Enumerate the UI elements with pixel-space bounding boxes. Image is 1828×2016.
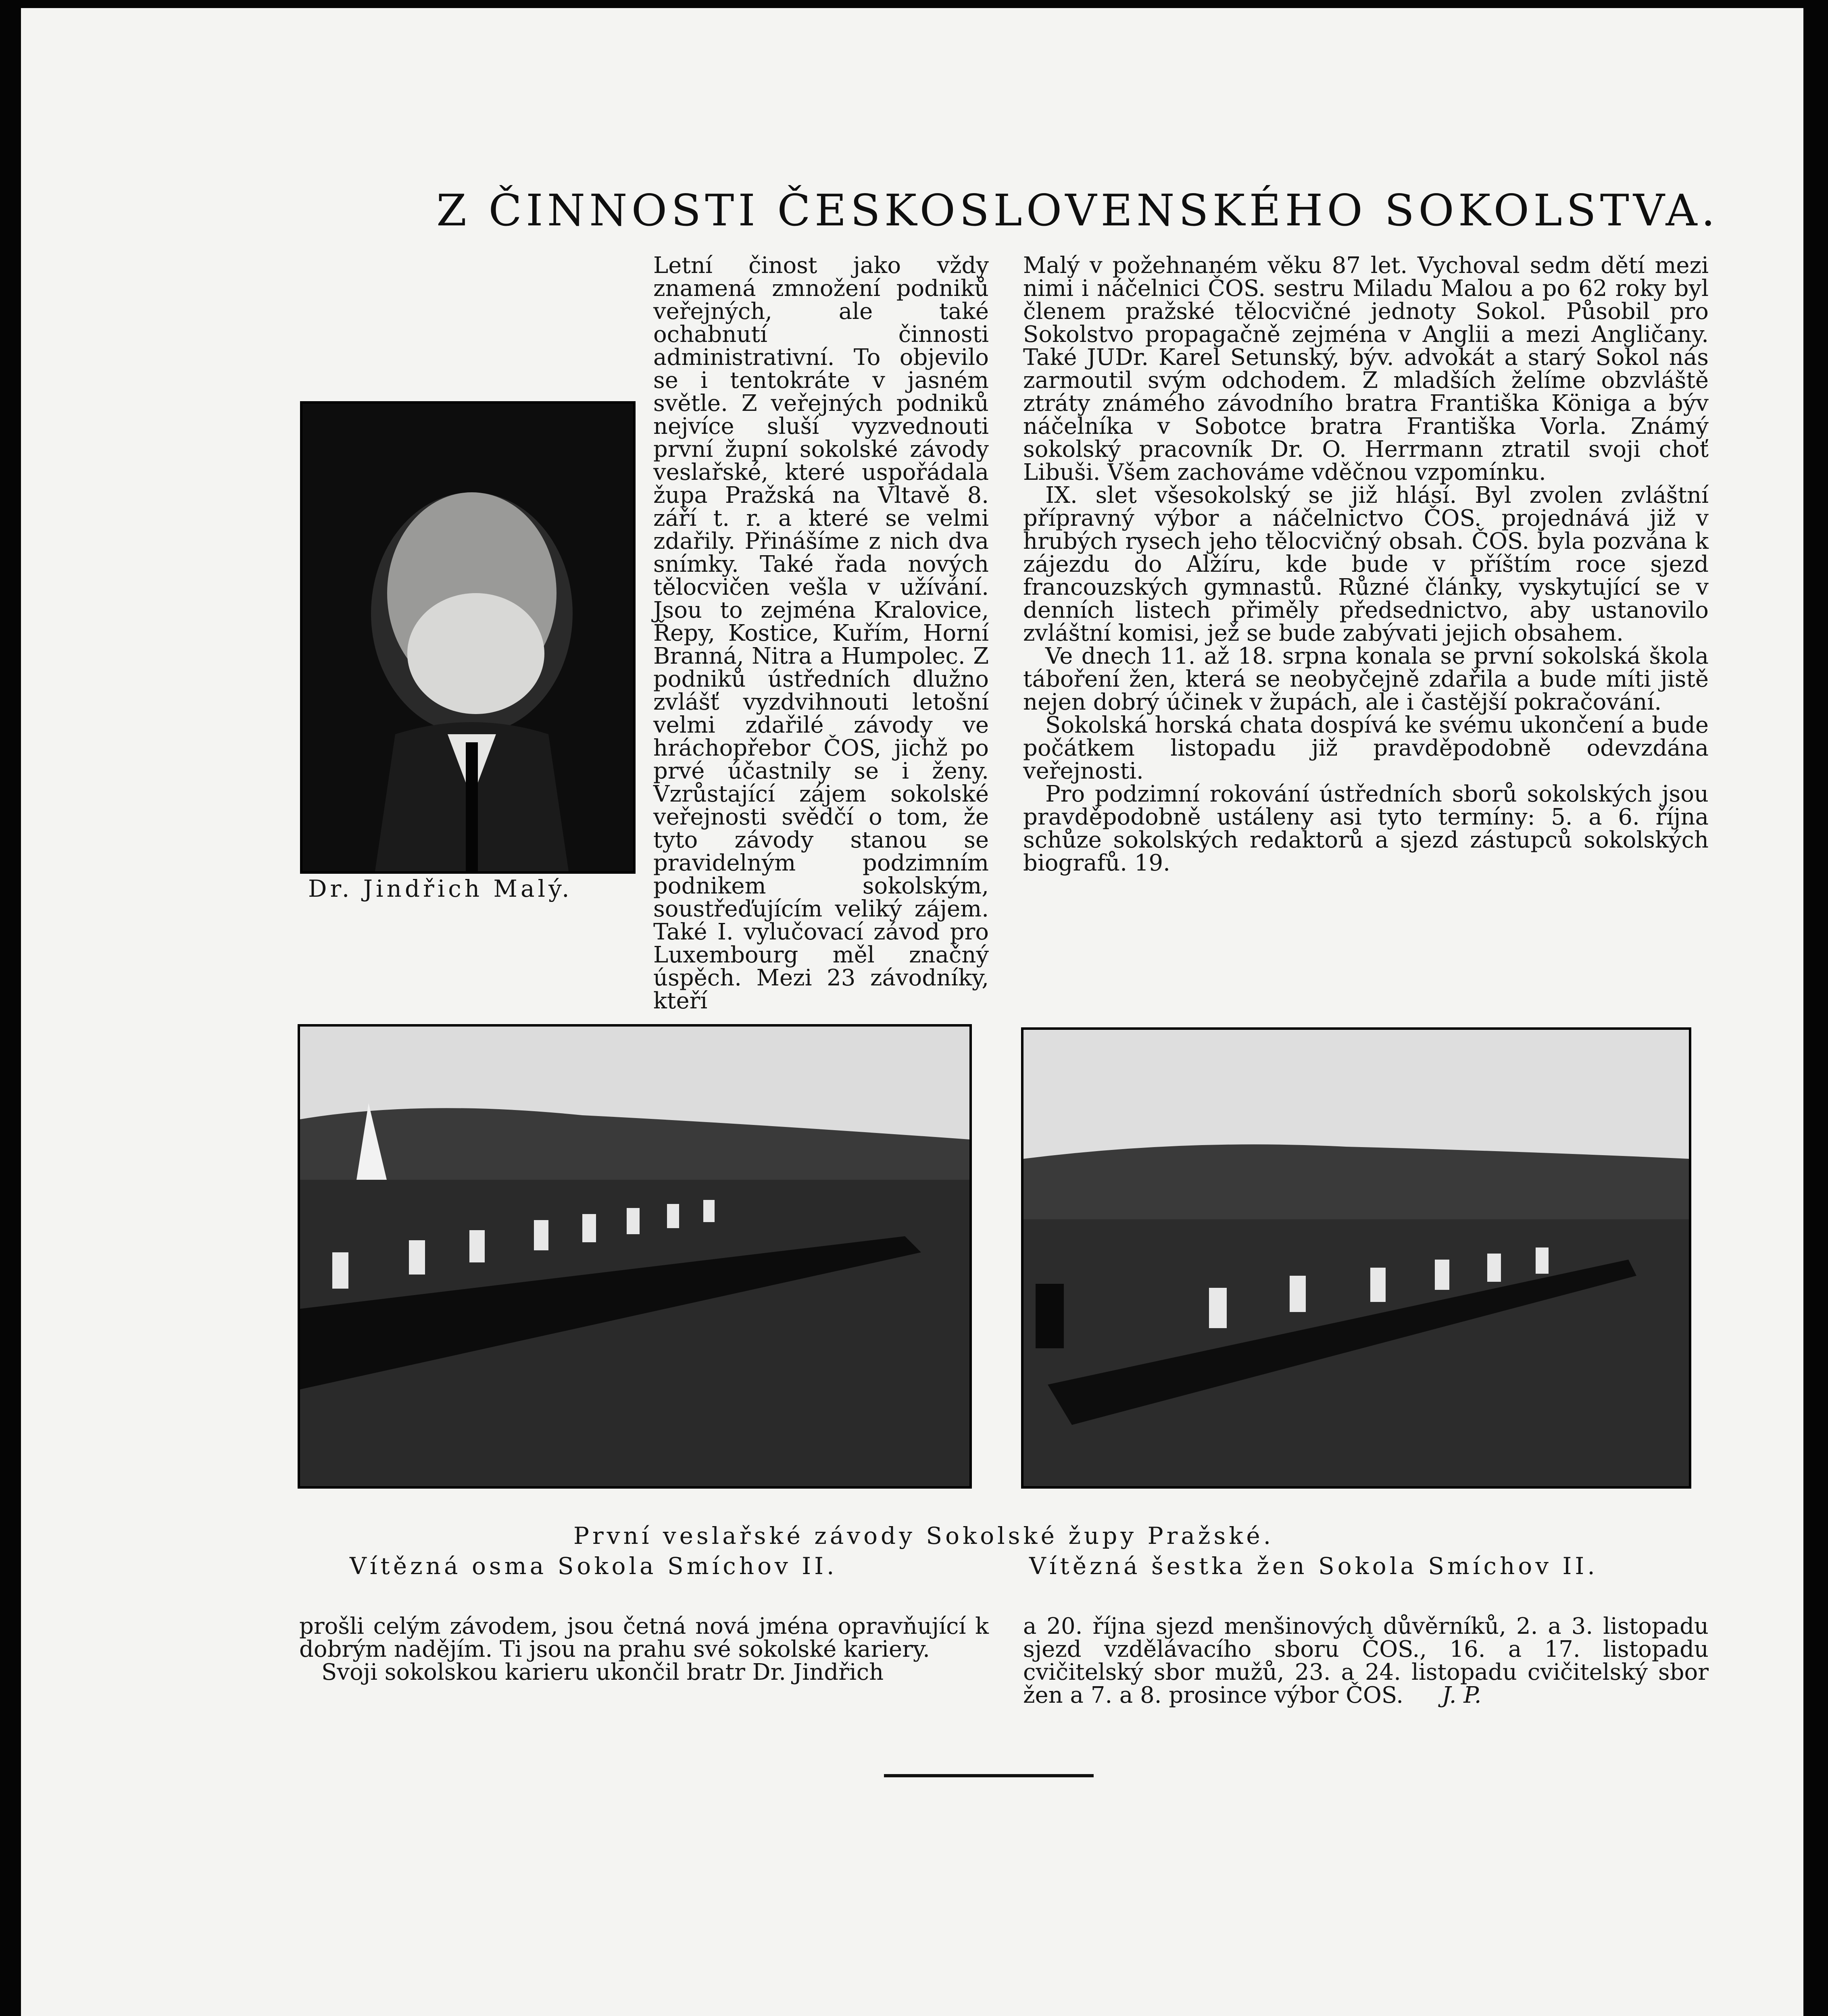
portrait-photo (300, 401, 636, 874)
right-column-bottom (1023, 1615, 1709, 1707)
right-column-top (1023, 254, 1709, 875)
paragraph: Svoji sokolskou karieru ukončil bratr Dr. Jindřich (321, 1659, 884, 1685)
photo-left-caption: Vítězná osma Sokola Smíchov II. (350, 1552, 838, 1580)
rowing-photo-men (298, 1024, 972, 1489)
portrait-caption: Dr. Jindřich Malý. (308, 875, 573, 902)
paragraph: prošli celým závodem, jsou četná nová jména opravňující k dobrým nadějím. Ti jsou na prahu své sokolské kariery. (299, 1613, 989, 1662)
rowing-photo-women (1021, 1027, 1691, 1489)
paragraph: IX. slet všesokolský se již hlásí. Byl zvolen zvláštní přípravný výbor a náčelnictvo ČOS. projednává již v hrubých rysech jeho tělocvičný obsah. ČOS. byla pozvána k zájezdu do Alžíru, kde bude v příštím roce sjezd francouzských gymnastů. Různé články, vyskytující se v denních listech přiměly předsednictvo, aby ustanovilo zvláštní komisi, jež se bude zabývati jejich obsahem. (1023, 482, 1709, 646)
paragraph: Sokolská horská chata dospívá ke svému ukončení a bude počátkem listopadu již pravděpodobně odevzdána veřejnosti. (1023, 712, 1709, 784)
page-title: Z ČINNOSTI ČESKOSLOVENSKÉHO SOKOLSTVA. (436, 185, 1719, 236)
paragraph: Malý v požehnaném věku 87 let. Vychoval sedm dětí mezi nimi i náčelnici ČOS. sestru Miladu Malou a po 62 roky byl členem pražské tělocvičné jednoty Sokol. Působil pro Sokolstvo propagačně zejména v Anglii a mezi Angličany. Také JUDr. Karel Setunský, býv. advokát a starý Sokol nás zarmoutil svým odchodem. Z mladších želíme obzvláště ztráty známého závodního bratra Františka Königa a býv náčelníka v Sobotce bratra Františka Vorla. Známý sokolský pracovník Dr. O. Herrmann ztratil svoji choť Libuši. Všem zachováme vděčnou vzpomínku. (1023, 252, 1709, 485)
paragraph: Ve dnech 11. až 18. srpna konala se první sokolská škola táboření žen, která se neobyčejně zdařila a bude míti jistě nejen dobrý účinek v župách, ale i častější pokračování. (1023, 643, 1709, 715)
photo-right-caption: Vítězná šestka žen Sokola Smíchov II. (1029, 1552, 1598, 1580)
paragraph (1023, 1615, 1709, 1707)
page (21, 8, 1803, 2016)
paragraph: Pro podzimní rokování ústředních sborů sokolských jsou pravděpodobně ustáleny asi tyto termíny: 5. a 6. října schůze sokolských redaktorů a sjezd zástupců sokolských biografů. 19. (1023, 781, 1709, 876)
left-column-bottom (299, 1615, 989, 1684)
photos-caption: První veslařské závody Sokolské župy Pražské. (573, 1522, 1274, 1549)
intro-paragraph: Letní činost jako vždy znamená zmnožení podniků veřejných, ale také ochabnutí činnosti administrativní. To objevilo se i tentokráte v jasném světle. Z veřejných podniků nejvíce sluší vyzvednouti první župní sokolské závody veslařské, které uspořádala župa Pražská na Vltavě 8. září t. r. a které se velmi zdařily. Přinášíme z nich dva snímky. Také řada nových tělocvičen vešla v užívání. Jsou to zejména Kralovice, Řepy, Kostice, Kuřím, Horní Branná, Nitra a Humpolec. Z podniků ústředních dlužno zvlášť vyzdvihnouti letošní velmi zdařilé závody ve hráchopřebor ČOS, jichž po prvé účastnily se i ženy. Vzrůstající zájem sokolské veřejnosti svědčí o tom, že tyto závody stanou se pravidelným podzimním podnikem sokolským, soustřeďujícím veliký zájem. Také I. vylučovací závod pro Luxembourg měl značný úspěch. Mezi 23 závodníky, kteří (653, 252, 989, 1014)
divider (884, 1774, 1094, 1777)
signature: J. P. (1442, 1682, 1482, 1708)
schedule-text: a 20. října sjezd menšinových důvěrníků, 2. a 3. listopadu sjezd vzdělávacího sboru ČOS., 16. a 17. listopadu cvičitelský sbor mužů, 23. a 24. listopadu cvičitelský sbor žen a 7. a 8. prosince výbor ČOS. (1023, 1613, 1709, 1708)
